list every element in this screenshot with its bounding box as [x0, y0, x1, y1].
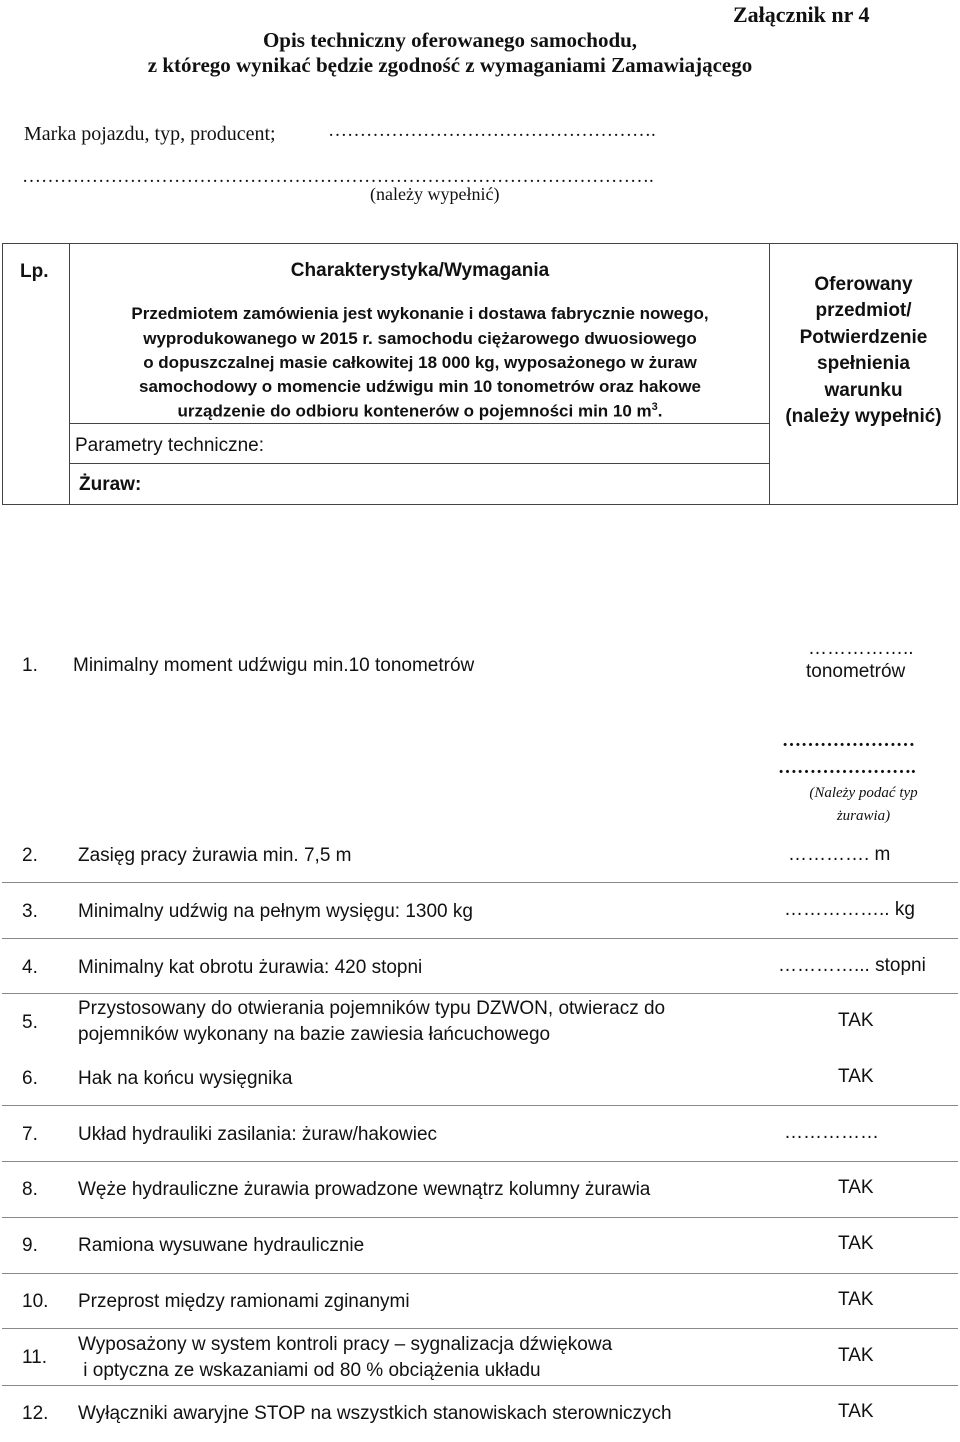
row-11-number: 11.	[22, 1347, 48, 1368]
row-9-requirement: Ramiona wysuwane hydraulicznie	[78, 1235, 365, 1256]
description-period: .	[657, 401, 663, 421]
params-label: Parametry techniczne:	[75, 435, 265, 456]
row-1-crane-type-note	[770, 782, 957, 828]
superscript-3: 3	[651, 401, 658, 413]
row-6-requirement: Hak na końcu wysięgnika	[78, 1068, 293, 1089]
description-line-4: samochodowy o momencie udźwigu min 10 tonometrów oraz hakowe	[138, 377, 702, 396]
row-1-crane-type-dots-2[interactable]: ………………….	[778, 757, 916, 778]
row-separator	[2, 1161, 958, 1162]
lp-header: Lp.	[20, 261, 49, 282]
row-1-requirement: Minimalny moment udźwigu min.10 tonometrów	[73, 655, 475, 676]
vehicle-dots-2[interactable]: ……………………………………………………………………………………….	[22, 166, 654, 187]
row-2-answer[interactable]: …………. m	[788, 844, 891, 865]
description-line-2: wyprodukowanego w 2015 r. samochodu ciężarowego dwuosiowego	[143, 329, 697, 348]
offered-line-6: (należy wypełnić)	[785, 406, 942, 428]
row-9-number: 9.	[22, 1235, 38, 1256]
row-4-number: 4.	[22, 957, 38, 978]
row-separator	[2, 882, 958, 883]
row-5-answer[interactable]: TAK	[838, 1010, 874, 1031]
row-1-note-line-2: żurawia)	[836, 808, 891, 824]
row-11-requirement-line-1: Wyposażony w system kontroli pracy – sygnalizacja dźwiękowa	[78, 1334, 613, 1355]
offered-line-2: przedmiot/	[815, 300, 912, 322]
row-1-note-line-1: (Należy podać typ	[809, 785, 918, 801]
crane-label: Żuraw:	[79, 474, 142, 495]
row-10-answer[interactable]: TAK	[838, 1289, 874, 1310]
row-10-requirement: Przeprost między ramionami zginanymi	[78, 1291, 410, 1312]
description-line-1: Przedmiotem zamówienia jest wykonanie i dostawa fabrycznie nowego,	[131, 304, 709, 323]
row-3-answer[interactable]: …………….. kg	[784, 899, 915, 920]
row-3-number: 3.	[22, 901, 38, 922]
row-separator	[2, 1217, 958, 1218]
row-6-number: 6.	[22, 1068, 38, 1089]
row-separator	[2, 938, 958, 939]
row-5-requirement-line-2: pojemników wykonany na bazie zawiesia łańcuchowego	[78, 1024, 551, 1045]
row-12-number: 12.	[22, 1403, 49, 1424]
row-2-requirement: Zasięg pracy żurawia min. 7,5 m	[78, 845, 352, 866]
row-separator	[2, 993, 958, 994]
title-line-1: Opis techniczny oferowanego samochodu,	[262, 28, 638, 52]
row-1-crane-type-dots-1[interactable]: …………………	[782, 730, 915, 751]
row-separator	[2, 1328, 958, 1329]
row-1-answer-unit: tonometrów	[806, 661, 906, 682]
description-line-3: o dopuszczalnej masie całkowitej 18 000 kg, wyposażonego w żuraw	[143, 353, 697, 372]
description-line-5	[70, 401, 770, 422]
row-4-requirement: Minimalny kat obrotu żurawia: 420 stopni	[78, 957, 423, 978]
row-6-answer[interactable]: TAK	[838, 1066, 874, 1087]
offered-line-5: warunku	[824, 379, 903, 401]
row-12-requirement: Wyłączniki awaryjne STOP na wszystkich stanowiskach sterowniczych	[78, 1403, 672, 1424]
row-7-number: 7.	[22, 1124, 38, 1145]
title-line-2: z którego wynikać będzie zgodność z wymaganiami Zamawiającego	[147, 53, 753, 77]
offered-line-4: spełnienia	[817, 353, 910, 375]
row-separator	[2, 1105, 958, 1106]
vehicle-dots-1[interactable]: …………………………………………….	[328, 120, 656, 141]
vehicle-label: Marka pojazdu, typ, producent;	[24, 123, 276, 145]
row-5-requirement-line-1: Przystosowany do otwierania pojemników typu DZWON, otwieracz do	[78, 998, 666, 1019]
row-5-number: 5.	[22, 1012, 38, 1033]
vehicle-note: (należy wypełnić)	[370, 184, 500, 204]
offered-line-3: Potwierdzenie	[799, 326, 928, 348]
row-12-answer[interactable]: TAK	[838, 1401, 874, 1422]
description-line-5-text: urządzenie do odbioru kontenerów o pojemności min 10 m	[177, 401, 652, 421]
offered-line-1: Oferowany	[814, 274, 913, 295]
row-separator	[2, 1385, 958, 1386]
row-11-requirement-line-2: i optyczna ze wskazaniami od 80 % obciążenia układu	[78, 1360, 541, 1381]
row-10-number: 10.	[22, 1291, 49, 1312]
row-1-number: 1.	[22, 655, 38, 676]
row-9-answer[interactable]: TAK	[838, 1233, 874, 1254]
row-3-requirement: Minimalny udźwig na pełnym wysięgu: 1300 kg	[78, 901, 473, 922]
row-4-answer[interactable]: …………... stopni	[778, 955, 926, 976]
offered-header	[770, 272, 957, 430]
row-2-number: 2.	[22, 845, 38, 866]
row-1-answer-dots[interactable]: ……………..	[808, 638, 914, 659]
row-8-answer[interactable]: TAK	[838, 1177, 874, 1198]
row-8-requirement: Węże hydrauliczne żurawia prowadzone wewnątrz kolumny żurawia	[78, 1179, 651, 1200]
row-7-requirement: Układ hydrauliki zasilania: żuraw/hakowiec	[78, 1124, 438, 1145]
row-7-answer[interactable]: ……………	[784, 1122, 879, 1143]
row-separator	[2, 1273, 958, 1274]
row-11-answer[interactable]: TAK	[838, 1345, 874, 1366]
characteristic-header: Charakterystyka/Wymagania	[290, 260, 550, 281]
row-8-number: 8.	[22, 1179, 38, 1200]
attachment-label: Załącznik nr 4	[733, 2, 870, 27]
